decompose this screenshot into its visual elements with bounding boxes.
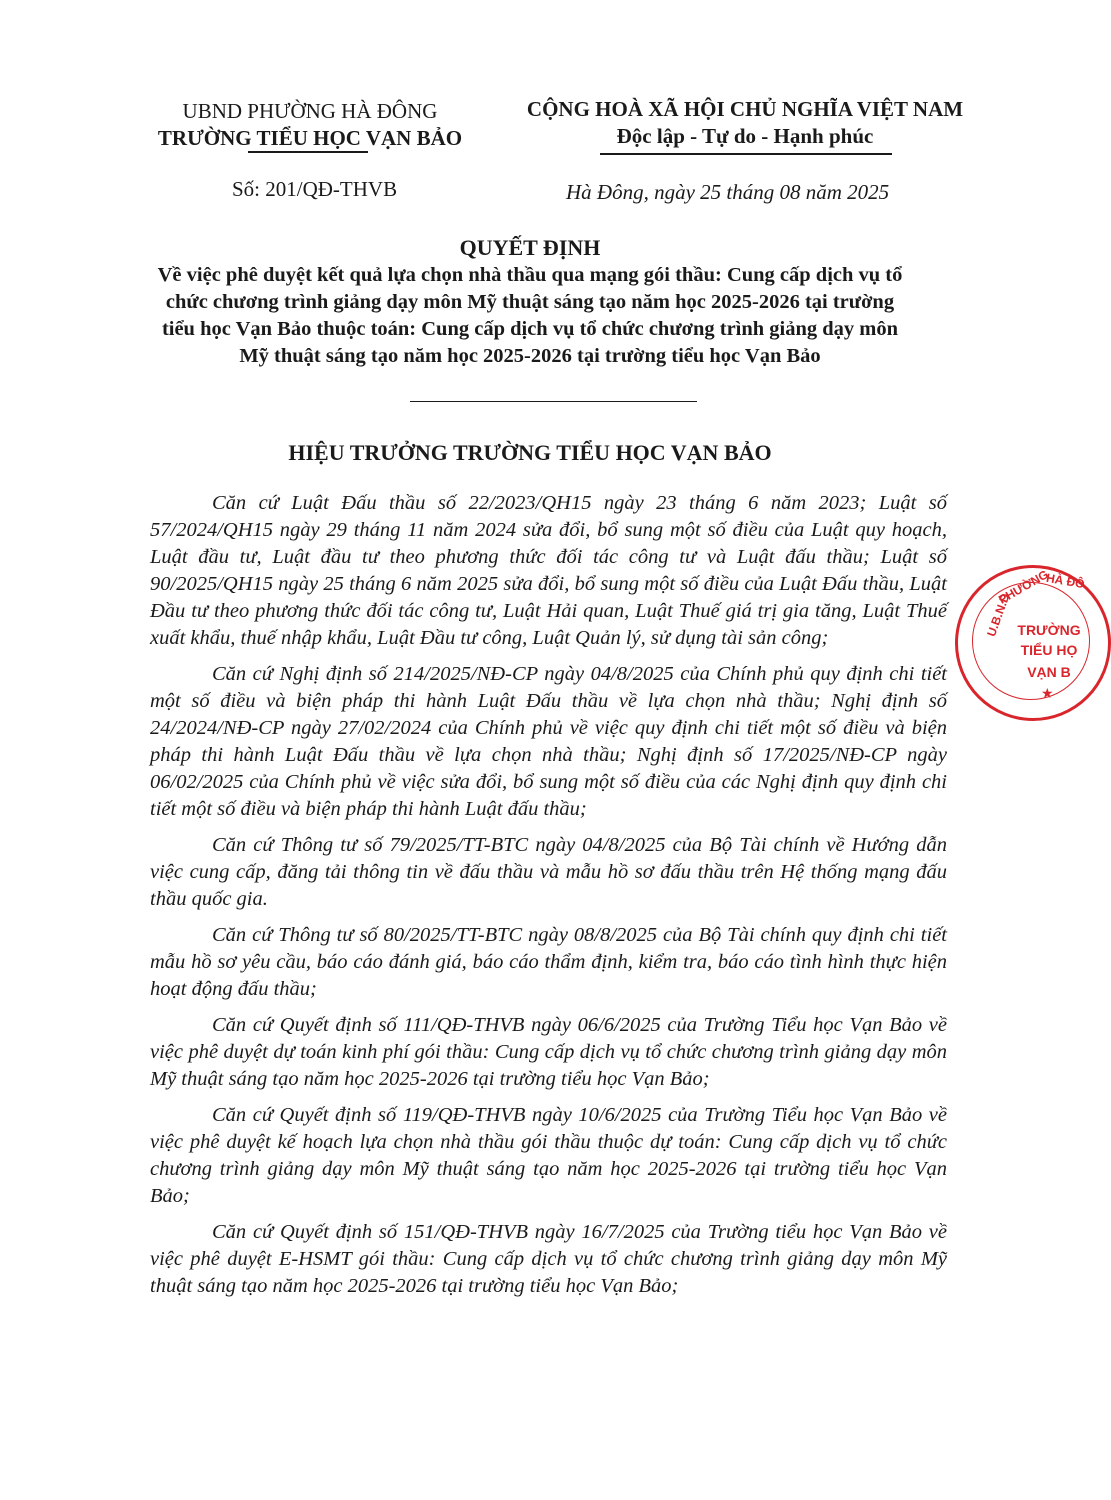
org-underline [248, 151, 368, 153]
parent-org: UBND PHƯỜNG HÀ ĐÔNG [182, 99, 438, 123]
seal-star-icon: ★ [1041, 687, 1054, 702]
seal-line-2: TIỂU HỌ [1020, 642, 1078, 658]
ground-paragraph: Căn cứ Quyết định số 111/QĐ-THVB ngày 06/6/2025 của Trường Tiểu học Vạn Bảo về việc phê duyệt dự toán kinh phí gói thầu: Cung cấp dịch vụ tổ chức chương trình giảng dạy môn Mỹ thuật sáng tạo năm học 2025-2026 tại trường tiểu học Vạn Bảo; [150, 1014, 947, 1090]
ground-paragraph: Căn cứ Nghị định số 214/2025/NĐ-CP ngày 04/8/2025 của Chính phủ quy định chi tiết một số điều và biện pháp thi hành Luật Đấu thầu về lựa chọn nhà thầu; Nghị định số 24/2024/NĐ-CP ngày 27/02/2024 của Chính phủ về việc quy định chi tiết một số điều và biện pháp thi hành Luật Đấu thầu về lựa chọn nhà thầu; Nghị định số 17/2025/NĐ-CP ngày 06/02/2025 của Chính phủ về việc sửa đổi, bổ sung một số điều của các Nghị định quy định chi tiết một số điều và biện pháp thi hành Luật đấu thầu; [150, 663, 947, 820]
document-type: QUYẾT ĐỊNH [459, 235, 601, 260]
ground-paragraph: Căn cứ Thông tư số 80/2025/TT-BTC ngày 08/8/2025 của Bộ Tài chính quy định chi tiết mẫu hồ sơ yêu cầu, báo cáo đánh giá, báo cáo thẩm định, kiểm tra, báo cáo tình hình thực hiện hoạt động đấu thầu; [150, 924, 947, 1000]
legal-grounds [150, 490, 947, 1309]
org-name: TRƯỜNG TIỂU HỌC VẠN BẢO [157, 126, 463, 150]
ground-paragraph: Căn cứ Luật Đấu thầu số 22/2023/QH15 ngày 23 tháng 6 năm 2023; Luật số 57/2024/QH15 ngày 29 tháng 11 năm 2024 sửa đổi, bổ sung một số điều của Luật quy hoạch, Luật đầu tư, Luật đầu tư theo phương thức đối tác công tư và Luật đấu thầu; Luật số 90/2025/QH15 ngày 25 tháng 6 năm 2025 sửa đổi, bổ sung một số điều của Luật Đấu thầu, Luật Đầu tư theo phương thức đối tác công tư, Luật Hải quan, Luật Thuế giá trị gia tăng, Luật Thuế xuất khẩu, thuế nhập khẩu, Luật Đầu tư công, Luật Quản lý, sử dụng tài sản công; [150, 492, 947, 649]
issuing-org-block [130, 98, 490, 152]
title-underline [410, 401, 697, 402]
place-and-date: Hà Đông, ngày 25 tháng 08 năm 2025 [566, 180, 890, 204]
official-seal [955, 565, 1111, 721]
seal-line-3: VẠN B [1027, 664, 1071, 680]
motto-underline [600, 153, 892, 155]
document-summary: Về việc phê duyệt kết quả lựa chọn nhà thầu qua mạng gói thầu: Cung cấp dịch vụ tổ chức chương trình giảng dạy môn Mỹ thuật sáng tạo năm học 2025-2026 tại trường tiểu học Vạn Bảo thuộc toán: Cung cấp dịch vụ tổ chức chương trình giảng dạy môn Mỹ thuật sáng tạo năm học 2025-2026 tại trường tiểu học Vạn Bảo [157, 264, 903, 367]
seal-ring-text: PHƯỜNG [996, 567, 1051, 607]
seal-line-1: TRƯỜNG [1017, 622, 1081, 638]
national-motto: Độc lập - Tự do - Hạnh phúc [616, 124, 874, 148]
seal-ring-text: HÀ ĐÔ [1045, 570, 1086, 592]
ground-paragraph: Căn cứ Quyết định số 151/QĐ-THVB ngày 16/7/2025 của Trường tiểu học Vạn Bảo về việc phê duyệt E-HSMT gói thầu: Cung cấp dịch vụ tổ chức chương trình giảng dạy môn Mỹ thuật sáng tạo năm học 2025-2026 tại trường tiểu học Vạn Bảo; [150, 1221, 947, 1297]
issuing-authority: HIỆU TRƯỞNG TRƯỜNG TIỂU HỌC VẠN BẢO [288, 440, 772, 465]
nation-name: CỘNG HOÀ XÃ HỘI CHỦ NGHĨA VIỆT NAM [526, 97, 964, 121]
national-title-block [505, 96, 985, 150]
ground-paragraph: Căn cứ Thông tư số 79/2025/TT-BTC ngày 04/8/2025 của Bộ Tài chính về Hướng dẫn việc cung cấp, đăng tải thông tin về đấu thầu và mẫu hồ sơ đấu thầu trên Hệ thống mạng đấu thầu quốc gia. [150, 834, 947, 910]
ground-paragraph: Căn cứ Quyết định số 119/QĐ-THVB ngày 10/6/2025 của Trường Tiểu học Vạn Bảo về việc phê duyệt kế hoạch lựa chọn nhà thầu gói thầu thuộc dự toán: Cung cấp dịch vụ tổ chức chương trình giảng dạy môn Mỹ thuật sáng tạo năm học 2025-2026 tại trường tiểu học Vạn Bảo; [150, 1104, 947, 1207]
document-number: Số: 201/QĐ-THVB [232, 177, 398, 201]
seal-ring-text: U.B.N.D [984, 591, 1013, 639]
